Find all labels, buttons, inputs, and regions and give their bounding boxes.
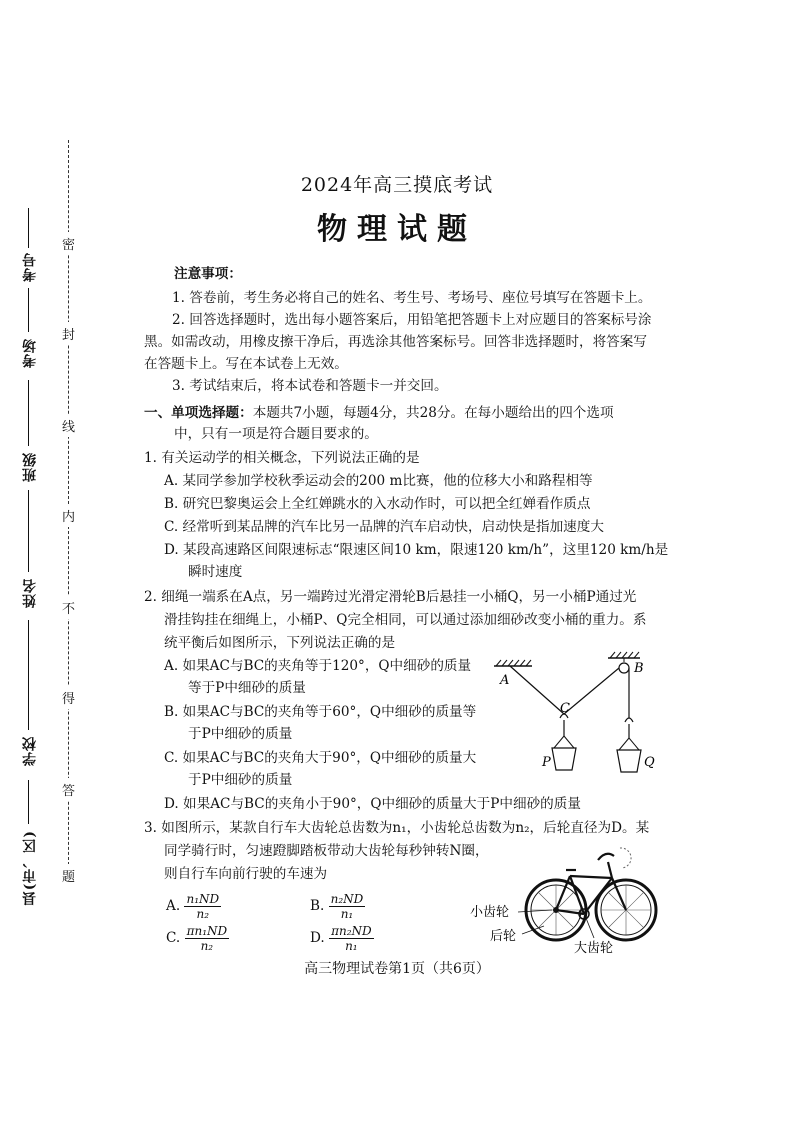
- q2-option-c: C. 如果AC与BC的夹角大于90°，Q中细砂的质量大: [164, 750, 477, 766]
- q2-option-c-cont: 于P中细砂的质量: [188, 772, 293, 788]
- notice-line: 1. 答卷前，考生务必将自己的姓名、考生号、考场号、座位号填写在答题卡上。: [172, 290, 652, 306]
- fraction-numerator: n₁ND: [186, 892, 220, 906]
- option-letter: D.: [310, 930, 325, 946]
- fraction-denominator: n₂: [200, 939, 214, 953]
- q3-stem: 同学骑行时，匀速蹬脚踏板带动大齿轮每秒钟转N圈，: [164, 843, 489, 859]
- exam-title: 物理试题: [317, 212, 477, 247]
- q3-bicycle-figure: [470, 842, 670, 954]
- seal-char: 密: [62, 232, 75, 255]
- notice-line: 2. 回答选择题时，选出每小题答案后，用铅笔把答题卡上对应题目的答案标号涂: [172, 312, 652, 328]
- option-fraction: [185, 924, 230, 953]
- field-label-county: 县(市、区): [22, 830, 38, 906]
- section-heading-line2: 中，只有一项是符合题目要求的。: [174, 426, 378, 442]
- fraction-denominator: n₂: [196, 907, 210, 921]
- q3-option-b: [310, 888, 365, 924]
- q3-stem: 3. 如图所示，某款自行车大齿轮总齿数为n₁，小齿轮总齿数为n₂，后轮直径为D。某: [144, 820, 650, 836]
- fill-line: [28, 490, 29, 572]
- option-letter: B.: [310, 898, 325, 914]
- field-label-class: 班级: [22, 452, 38, 482]
- q1-option-d-cont: 瞬时速度: [188, 564, 243, 580]
- q2-option-a: A. 如果AC与BC的夹角等于120°，Q中细砂的质量: [164, 658, 472, 674]
- q2-stem: 统平衡后如图所示，下列说法正确的是: [164, 635, 396, 651]
- seal-char: 题: [62, 864, 75, 887]
- seal-char: 答: [62, 778, 75, 801]
- point-a-label: A: [500, 673, 510, 688]
- small-gear-label: 小齿轮: [470, 905, 510, 920]
- q2-option-d: D. 如果AC与BC的夹角小于90°，Q中细砂的质量大于P中细砂的质量: [164, 796, 581, 812]
- seal-char: 得: [62, 686, 75, 709]
- q2-option-a-cont: 等于P中细砂的质量: [188, 680, 306, 696]
- fraction-denominator: n₁: [345, 939, 358, 953]
- q3-option-d: [310, 920, 374, 956]
- field-label-school: 学校: [22, 736, 38, 766]
- option-fraction: [329, 924, 374, 953]
- section-heading-label: 一、单项选择题：: [144, 405, 253, 421]
- q1-option-b: B. 研究巴黎奥运会上全红婵跳水的入水动作时，可以把全红婵看作质点: [164, 496, 591, 512]
- seal-char: 线: [62, 414, 75, 437]
- option-fraction: [329, 892, 366, 921]
- field-label-exam-room: 考场: [22, 338, 38, 368]
- q2-option-b-cont: 于P中细砂的质量: [188, 726, 293, 742]
- page-footer: 高三物理试卷第1页（共6页）: [304, 961, 490, 977]
- fill-line: [28, 288, 29, 332]
- rear-wheel-label: 后轮: [490, 929, 517, 944]
- q2-stem: 滑挂钩挂在细绳上，小桶P、Q完全相同，可以通过添加细砂改变小桶的重力。系: [164, 612, 647, 628]
- seal-char: 内: [62, 504, 75, 527]
- q2-stem: 2. 细绳一端系在A点，另一端跨过光滑定滑轮B后悬挂一小桶Q，另一小桶P通过光: [144, 589, 637, 605]
- seal-char: 封: [62, 322, 75, 345]
- seal-char: 不: [62, 596, 75, 619]
- option-fraction: [184, 892, 221, 921]
- section-heading: [144, 403, 614, 423]
- q3-option-a: [166, 888, 221, 924]
- field-label-exam-number: 考号: [22, 252, 38, 282]
- q1-option-d: D. 某段高速路区间限速标志“限速区间10 km，限速120 km/h”，这里120 km/h是: [164, 542, 669, 558]
- bucket-p-label: P: [542, 755, 551, 770]
- q1-stem: 1. 有关运动学的相关概念，下列说法正确的是: [144, 450, 420, 466]
- q3-option-c: [166, 920, 229, 956]
- option-letter: C.: [166, 930, 181, 946]
- notice-heading: 注意事项：: [174, 266, 242, 282]
- fraction-numerator: πn₁ND: [186, 924, 228, 938]
- point-c-label: C: [560, 701, 570, 716]
- fill-line: [28, 620, 29, 730]
- notice-line: 3. 考试结束后，将本试卷和答题卡一并交回。: [172, 378, 448, 394]
- bucket-q-label: Q: [644, 755, 655, 770]
- fraction-numerator: πn₂ND: [331, 924, 372, 938]
- notice-line: 在答题卡上。写在本试卷上无效。: [144, 356, 348, 372]
- fraction-denominator: n₁: [340, 907, 354, 921]
- q1-option-a: A. 某同学参加学校秋季运动会的200 m比赛，他的位移大小和路程相等: [164, 473, 593, 489]
- fill-line: [28, 380, 29, 446]
- fill-line: [28, 780, 29, 824]
- q1-option-c: C. 经常听到某品牌的汽车比另一品牌的汽车启动快，启动快是指加速度大: [164, 519, 604, 535]
- exam-subtitle: 2024年高三摸底考试: [300, 174, 494, 196]
- notice-line: 黑。如需改动，用橡皮擦干净后，再选涂其他答案标号。回答非选择题时，将答案写: [144, 334, 647, 350]
- q2-pulley-figure: [488, 648, 658, 784]
- option-letter: A.: [166, 898, 181, 914]
- point-b-label: B: [634, 661, 644, 676]
- big-gear-label: 大齿轮: [574, 941, 614, 954]
- fraction-numerator: n₂ND: [330, 892, 364, 906]
- section-heading-text: 本题共7小题，每题4分，共28分。在每小题给出的四个选项: [252, 405, 614, 421]
- q2-option-b: B. 如果AC与BC的夹角等于60°，Q中细砂的质量等: [164, 704, 477, 720]
- q3-stem: 则自行车向前行驶的车速为: [164, 866, 328, 882]
- field-label-name: 姓名: [22, 578, 38, 608]
